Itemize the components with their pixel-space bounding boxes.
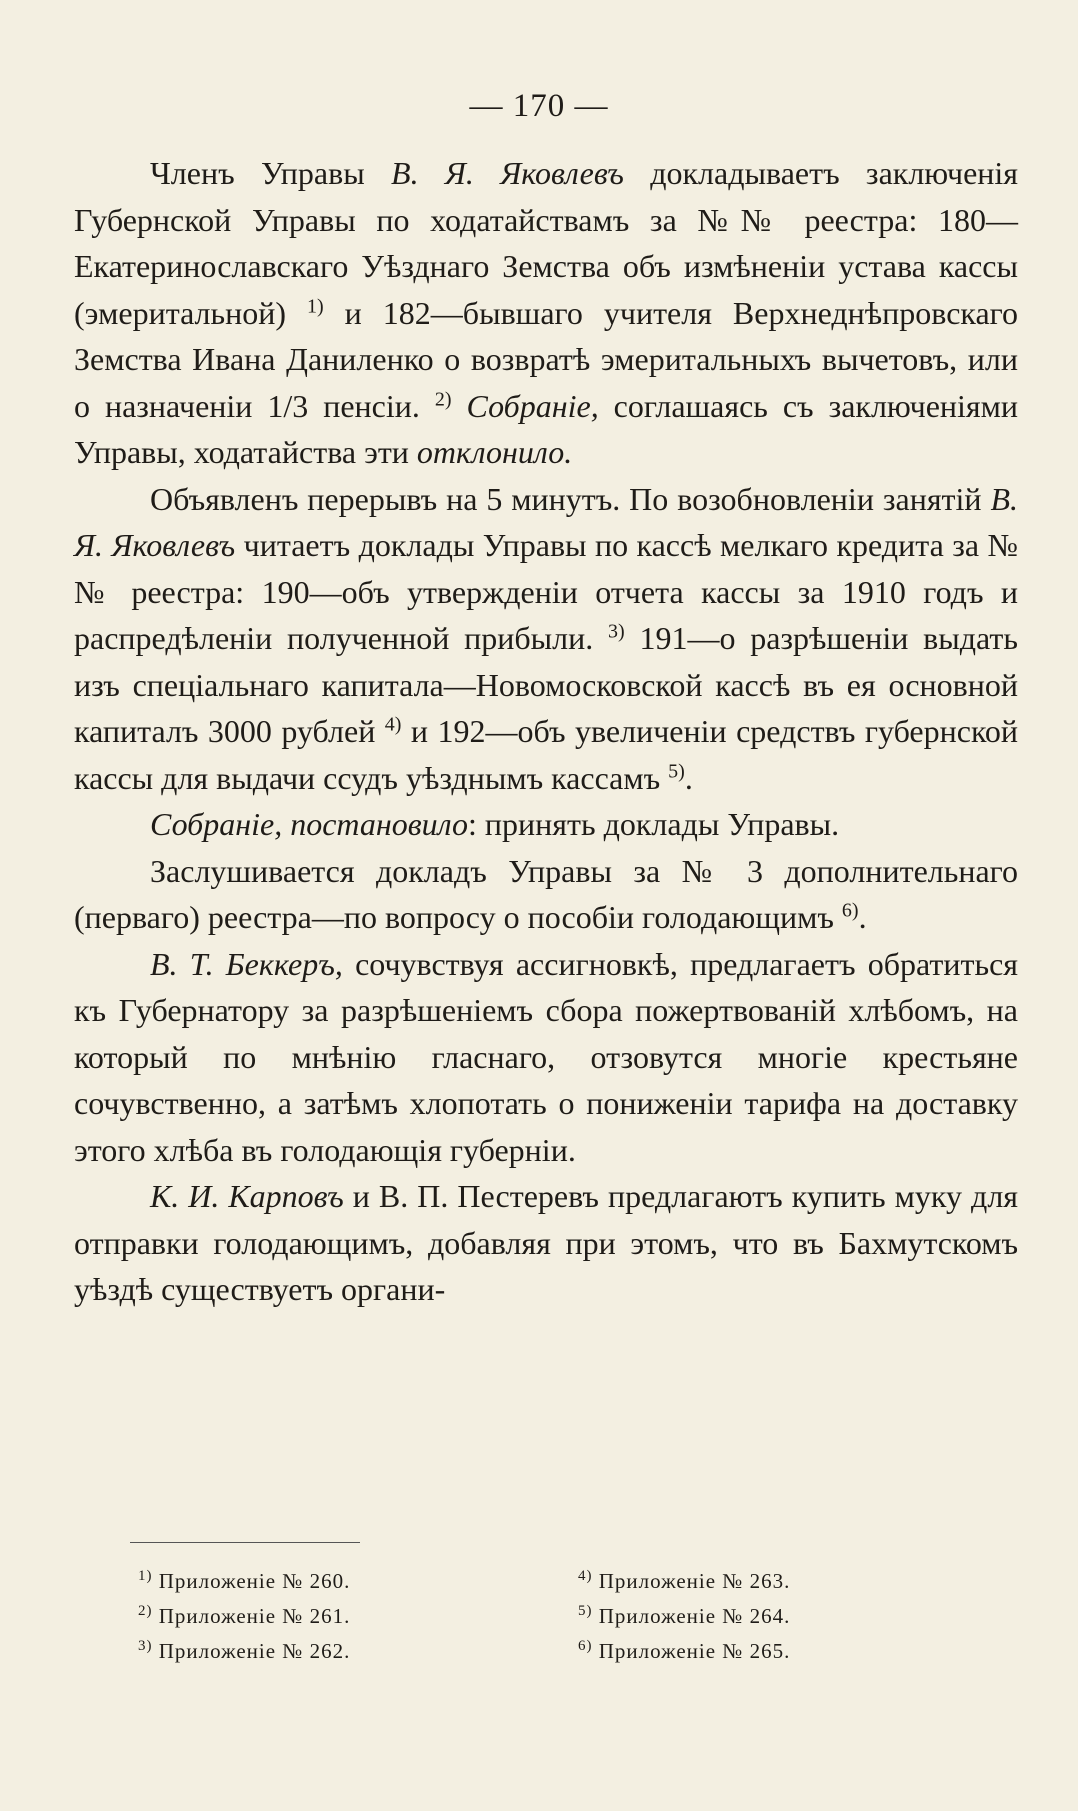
speaker-name: В. Я. Яковлевъ	[391, 155, 624, 191]
paragraph-1	[74, 150, 1018, 476]
footnotes-left	[138, 1564, 350, 1669]
footnote-ref: 6)	[841, 899, 859, 922]
body-text	[74, 150, 1018, 1313]
paragraph-4	[74, 848, 1018, 941]
fraction: 1/3	[267, 387, 309, 424]
footnote-ref: 1)	[307, 294, 324, 317]
text-run	[452, 388, 467, 424]
footnotes-right	[578, 1564, 790, 1669]
footnote-ref: 3)	[608, 620, 625, 643]
text-run: Объявленъ перерывъ на 5 минутъ. По возобновленіи занятій	[150, 480, 991, 517]
footnote: $^{4)}$ Приложеніе № 263.	[578, 1568, 791, 1593]
text-run: и 182—бывшаго учителя Верхнеднѣпровскаго Земства Ивана Даниленко о возвратѣ эмеритальныхъ вычетовъ, или о назначеніи	[74, 294, 1019, 424]
footnote: $^{3)}$ Приложеніе № 262.	[138, 1638, 351, 1663]
text-run: Членъ Управы	[150, 155, 392, 191]
text-run: докладываетъ заключенія Губернской Управы по ходатайствамъ за №№ реестра: 180—Екатеринославскаго Уѣзднаго Земства объ измѣненіи устава кассы (эмеритальной)	[74, 155, 1019, 331]
footnote: $^{1)}$ Приложеніе № 260.	[138, 1568, 351, 1593]
emphasis: Собраніе, постановило	[150, 806, 469, 842]
text-run: Заслушивается докладъ Управы за № 3 дополнительнаго (перваго) реестра—по вопросу о пособіи голодающимъ	[74, 852, 1018, 935]
paragraph-6	[74, 1173, 1018, 1313]
emphasis: Собраніе,	[466, 387, 599, 424]
text-run: соглашаясь съ заключеніями Управы, ходатайства эти	[74, 387, 1019, 470]
footnote-ref: 2)	[434, 387, 452, 410]
text-run: и В. П. Пестеревъ предлагаютъ купить муку для отправки голодающимъ, добавляя при этомъ, что въ Бахмутскомъ уѣздѣ существуетъ органи-	[74, 1178, 1018, 1307]
speaker-name: К. И. Карповъ	[150, 1178, 344, 1214]
text-run: 191—о разрѣшеніи выдать изъ спеціальнаго капитала—Новомосковской кассѣ въ ея основной капиталъ 3000 рублей	[74, 620, 1018, 749]
footnote: $^{2)}$ Приложеніе № 261.	[138, 1603, 351, 1628]
speaker-name: В. Т. Беккеръ,	[150, 945, 343, 982]
text-run: : принять доклады Управы.	[468, 806, 840, 842]
footnote: $^{5)}$ Приложеніе № 264.	[578, 1603, 791, 1628]
footnote-divider	[130, 1542, 360, 1543]
paragraph-3	[74, 801, 1018, 848]
speaker-name: В. Я. Яковлевъ	[74, 480, 1018, 563]
text-run: .	[684, 759, 693, 796]
footnote-ref: 5)	[668, 759, 685, 782]
text-run: сочувствуя ассигновкѣ, предлагаетъ обратиться къ Губернатору за разрѣшеніемъ сбора пожертвованій хлѣбомъ, на который по мнѣнію гласнаго, отзовутся многіе крестьяне сочувственно, а затѣмъ хлопотать о пониженіи тарифа на доставку этого хлѣба въ голодающія губерніи.	[74, 945, 1019, 1168]
text-run: читаетъ доклады Управы по кассѣ мелкаго кредита за №№ реестра: 190—объ утвержденіи отчета кассы за 1910 годъ и распредѣленіи полученной прибыли.	[74, 527, 1019, 656]
text-run: .	[858, 899, 867, 935]
emphasis: отклонило.	[416, 434, 573, 470]
text-run: пенсіи.	[308, 387, 435, 424]
paragraph-5	[74, 941, 1018, 1174]
page-number: — 170 —	[469, 88, 609, 124]
text-run: и 192—объ увеличеніи средствъ губернской кассы для выдачи ссудъ уѣзднымъ кассамъ	[74, 713, 1019, 796]
footnote-ref: 4)	[384, 713, 402, 736]
footnote: $^{6)}$ Приложеніе № 265.	[578, 1638, 791, 1663]
paragraph-2	[74, 476, 1018, 802]
